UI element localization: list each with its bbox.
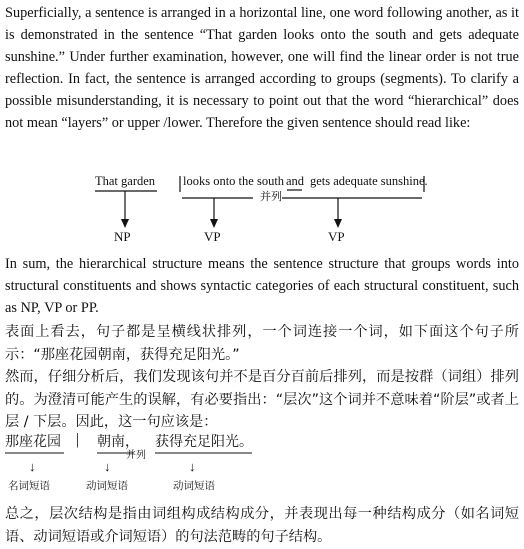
segment-vp2-zh: 获得充足阳光。 <box>155 434 253 450</box>
segment-vp2-text: gets adequate sunshine. <box>310 174 428 188</box>
coordination-label: 并列 <box>260 190 282 203</box>
english-diagram-lines <box>0 170 524 250</box>
segment-vp1-text: looks onto the south <box>183 174 285 188</box>
vp-label-zh-2: 动词短语 <box>173 480 215 492</box>
chinese-diagram-lines <box>0 440 524 460</box>
english-intro-paragraph: Superficially, a sentence is arranged in a horizontal line, one word following another, as it is demonstrated in the sentence “That garden looks onto the south and gets adequate sunshine.” Under further examination, however, one will find the linear order is not true reflection. In fact, the sentence is arranged according to groups (segments). To clarify a possible misunderstanding, it is necessary to point out that the word “hierarchical” does not mean “layers” or upper /lower. Therefore the given sentence should read like: <box>5 5 519 131</box>
conjunction-text: and <box>286 174 305 188</box>
coordination-label-zh: 并列 <box>126 450 146 461</box>
english-summary-paragraph: In sum, the hierarchical structure means the sentence structure that groups words into structural constituents and shows syntactic categories of each structural constituent, such as NP, VP or PP. <box>5 256 519 316</box>
vp-label-zh-1: 动词短语 <box>86 480 128 492</box>
segment-separator: | <box>76 431 80 448</box>
segment-np-zh: 那座花园 <box>5 434 61 450</box>
arrow-down-icon: ↓ <box>104 459 111 474</box>
vp-label-2: VP <box>328 229 345 244</box>
np-label-zh: 名词短语 <box>8 480 50 492</box>
chinese-summary-paragraph: 总之，层次结构是指由词组构成结构成分，并表现出每一种结构成分（如名词短语、动词短语或介词短语）的句法范畴的句子结构。 <box>5 506 519 545</box>
chinese-intro-paragraph-1: 表面上看去，句子都是呈横线状排列，一个词连接一个词，如下面这个句子所示：“那座花园朝南，获得充足阳光。” <box>5 324 519 363</box>
chinese-intro-paragraph-2: 然而，仔细分析后，我们发现该句并不是百分百前后排列，而是按群（词组）排列的。为澄清可能产生的误解，有必要指出：“层次”这个词并不意味着“阶层”或者上层 / 下层。因此，这一句应该是： <box>5 369 519 430</box>
vp-label-1: VP <box>204 229 221 244</box>
arrow-down-icon: ↓ <box>29 459 36 474</box>
segment-vp1-zh: 朝南， <box>97 434 139 450</box>
segment-np-text: That garden <box>95 174 156 188</box>
arrow-down-icon: ↓ <box>189 459 196 474</box>
np-label: NP <box>114 229 131 244</box>
